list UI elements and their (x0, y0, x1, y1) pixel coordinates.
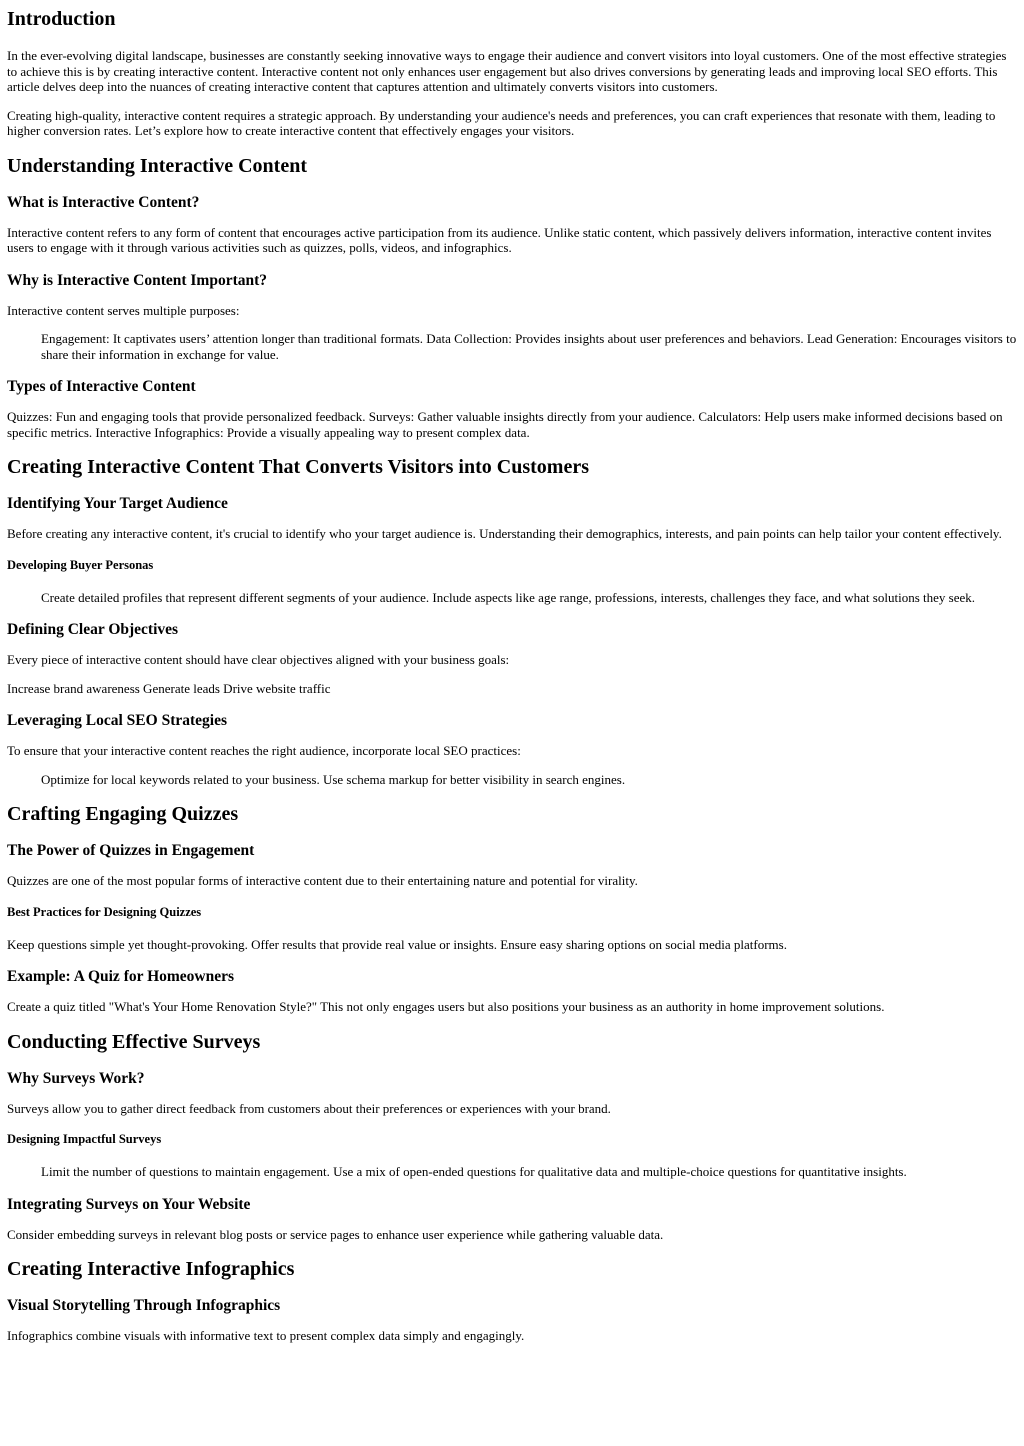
subheading-best-practices: Best Practices for Designing Quizzes (7, 904, 202, 919)
best-practices-text: Keep questions simple yet thought-provoking. Offer results that provide real value or insights. Ensure easy sharing options on social media platforms. (7, 936, 787, 952)
why-important-intro: Interactive content serves multiple purposes: (7, 302, 240, 318)
types-text: Quizzes: Fun and engaging tools that provide personalized feedback. Surveys: Gather valuable insights directly from your audience. Calculators: Help users make informed decisions based on specific metrics. Interactive Infographics: Provide a visually appealing way to present complex data. (7, 409, 1003, 440)
objectives-list: Increase brand awareness Generate leads Drive website traffic (7, 680, 331, 696)
subheading-why-important: Why is Interactive Content Important? (7, 271, 268, 289)
subheading-why-surveys: Why Surveys Work? (7, 1069, 145, 1087)
local-seo-list: Optimize for local keywords related to your business. Use schema markup for better visibility in search engines. (41, 771, 626, 787)
subheading-buyer-personas: Developing Buyer Personas (7, 557, 154, 572)
heading-quizzes: Crafting Engaging Quizzes (7, 803, 239, 825)
subheading-local-seo: Leveraging Local SEO Strategies (7, 712, 227, 729)
intro-paragraph-2: Creating high-quality, interactive content requires a strategic approach. By understanding your audience's needs and preferences, you can craft experiences that resonate with them, leading to higher conversion rates. Let’s explore how to create interactive content that effectively engages your visitors. (7, 107, 996, 138)
subheading-integrating-surveys: Integrating Surveys on Your Website (7, 1195, 251, 1213)
heading-understanding: Understanding Interactive Content (7, 154, 307, 177)
subheading-types: Types of Interactive Content (7, 378, 196, 395)
designing-surveys-text: Limit the number of questions to maintain engagement. Use a mix of open-ended questions for qualitative data and multiple-choice questions for quantitative insights. (41, 1164, 907, 1179)
subheading-what-is: What is Interactive Content? (7, 193, 200, 211)
what-is-text: Interactive content refers to any form of content that encourages active participation from its audience. Unlike static content, which passively delivers information, interactive content invites users to engage with it through various activities such as quizzes, polls, videos, and infographics. (7, 224, 992, 255)
local-seo-intro: To ensure that your interactive content reaches the right audience, incorporate local SEO practices: (7, 743, 521, 758)
heading-surveys: Conducting Effective Surveys (7, 1030, 261, 1053)
subheading-visual-storytelling: Visual Storytelling Through Infographics (7, 1297, 281, 1314)
heading-creating-converts: Creating Interactive Content That Converts Visitors into Customers (7, 456, 589, 478)
why-surveys-text: Surveys allow you to gather direct feedback from customers about their preferences or experiences with your brand. (7, 1100, 611, 1116)
objectives-intro: Every piece of interactive content should have clear objectives aligned with your business goals: (7, 652, 510, 667)
subheading-objectives: Defining Clear Objectives (7, 621, 179, 638)
integrating-surveys-text: Consider embedding surveys in relevant blog posts or service pages to enhance user experience while gathering valuable data. (7, 1226, 664, 1242)
power-of-quizzes-text: Quizzes are one of the most popular forms of interactive content due to their entertaining nature and potential for virality. (7, 873, 638, 888)
subheading-power-of-quizzes: The Power of Quizzes in Engagement (7, 842, 255, 859)
subheading-quiz-example: Example: A Quiz for Homeowners (7, 968, 235, 985)
subheading-designing-surveys: Designing Impactful Surveys (7, 1132, 162, 1146)
heading-introduction: Introduction (7, 8, 116, 30)
target-audience-text: Before creating any interactive content, it's crucial to identify who your target audience is. Understanding their demographics, interests, and pain points can help tailor your content effectively. (7, 526, 1002, 541)
heading-infographics: Creating Interactive Infographics (7, 1258, 295, 1280)
why-important-list: Engagement: It captivates users’ attention longer than traditional formats. Data Collection: Provides insights about user preferences and behaviors. Lead Generation: Encourages visitors to share their information in exchange for value. (41, 331, 1017, 362)
buyer-personas-text: Create detailed profiles that represent different segments of your audience. Include aspects like age range, professions, interests, challenges they face, and what solutions they seek. (41, 589, 975, 605)
quiz-example-text: Create a quiz titled "What's Your Home Renovation Style?" This not only engages users but also positions your business as an authority in home improvement solutions. (7, 999, 885, 1014)
intro-paragraph-1: In the ever-evolving digital landscape, businesses are constantly seeking innovative ways to engage their audience and convert visitors into loyal customers. One of the most effective strategies to achieve this is by creating interactive content. Interactive content not only enhances user engagement but also drives conversions by generating leads and improving local SEO efforts. This article delves deep into the nuances of creating interactive content that captures attention and ultimately converts visitors into customers. (7, 48, 1007, 94)
visual-storytelling-text: Infographics combine visuals with informative text to present complex data simply and engagingly. (7, 1328, 525, 1343)
subheading-target-audience: Identifying Your Target Audience (7, 495, 228, 512)
